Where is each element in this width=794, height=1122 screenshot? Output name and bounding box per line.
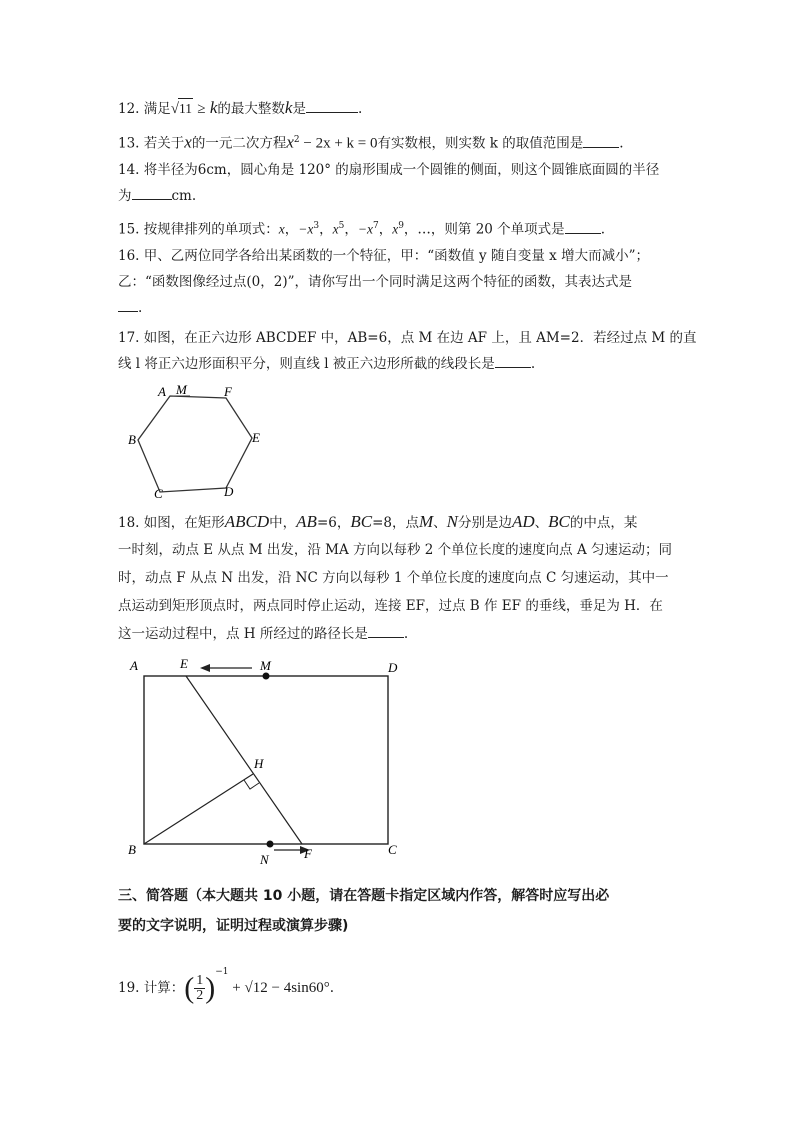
answer-blank	[565, 221, 601, 234]
section-3-heading-line2: 要的文字说明，证明过程或演算步骤)	[118, 918, 349, 934]
question-17-line2: 线 l 将正六边形面积平分，则直线 l 被正六边形所截的线段长是 .	[118, 356, 536, 372]
segment-ef	[186, 676, 302, 844]
label-A: A	[130, 658, 138, 673]
answer-blank	[118, 299, 138, 312]
question-18-line2: 一时刻，动点 E 从点 M 出发，沿 MA 方向以每秒 2 个单位长度的速度向点 A 匀速运动；同	[118, 542, 672, 558]
question-12: 12. 满足√11 ≥ k的最大整数k是 .	[118, 98, 363, 117]
label-D: D	[224, 484, 234, 499]
label-A: A	[158, 384, 166, 399]
question-18-line3: 时，动点 F 从点 N 出发，沿 NC 方向以每秒 1 个单位长度的速度向点 C 匀速运动，其中一	[118, 570, 669, 586]
point-n	[267, 841, 274, 848]
label-F: F	[224, 384, 232, 399]
rectangle-figure	[120, 650, 420, 870]
label-B: B	[128, 432, 136, 447]
answer-blank	[495, 355, 531, 368]
right-angle-mark	[244, 780, 259, 789]
question-13: 13. 若关于x的一元二次方程$x^2 - 2x + k = 0$有实数根，则实数 k 的取值范围是 .	[118, 132, 624, 152]
label-C: C	[154, 486, 163, 501]
answer-blank	[583, 135, 619, 148]
answer-blank	[306, 100, 358, 113]
answer-blank	[132, 187, 172, 200]
point-m	[263, 673, 270, 680]
label-C: C	[388, 842, 397, 857]
hexagon-shape	[138, 396, 252, 492]
answer-blank	[368, 625, 404, 638]
label-M: M	[176, 382, 187, 397]
question-17-line1: 17. 如图，在正六边形 ABCDEF 中，AB=6，点 M 在边 AF 上，且 AM=2．若经过点 M 的直	[118, 330, 697, 346]
question-14-line2: 为 cm.	[118, 188, 197, 204]
label-F: F	[304, 846, 312, 861]
question-19: 19. 计算：( $\frac{1}{2}$ )$^{-1}$ + √12 − 4sin60°.	[118, 967, 334, 1005]
label-E: E	[252, 430, 260, 445]
label-B: B	[128, 842, 136, 857]
section-3-heading-line1: 三、简答题（本大题共 10 小题，请在答题卡指定区域内作答，解答时应写出必	[118, 888, 610, 904]
question-16-line3: .	[118, 298, 142, 318]
question-18-line4: 点运动到矩形顶点时，两点同时停止运动，连接 EF，过点 B 作 EF 的垂线，垂足为 H．在	[118, 598, 663, 614]
arrow-e-head	[200, 664, 210, 672]
hexagon-figure	[118, 382, 268, 502]
label-E: E	[180, 656, 188, 671]
rectangle-abcd	[144, 676, 388, 844]
question-16-line2: 乙：“函数图像经过点(0，2)”，请你写出一个同时满足这两个特征的函数，其表达式是	[118, 274, 633, 290]
label-H: H	[254, 756, 264, 771]
label-N: N	[260, 852, 269, 867]
label-M: M	[260, 658, 271, 673]
question-15: 15. 按规律排列的单项式：x，$-x^3$，$x^5$，$-x^7$，$x^9$，…，则第 20 个单项式是 .	[118, 221, 605, 238]
question-16-line1: 16. 甲、乙两位同学各给出某函数的一个特征，甲：“函数值 y 随自变量 x 增大而减小”；	[118, 248, 649, 264]
question-14-line1: 14. 将半径为6cm，圆心角是 120° 的扇形围成一个圆锥的侧面，则这个圆锥底面圆的半径	[118, 162, 660, 178]
fraction: $\frac{1}{2}$	[196, 973, 204, 1003]
question-18-line5: 这一运动过程中，点 H 所经过的路径长是 .	[118, 626, 409, 642]
segment-bh	[144, 774, 253, 844]
label-D: D	[388, 660, 398, 675]
question-18-line1: 18. 如图，在矩形ABCD中，AB=6，BC=8，点M、N分别是边AD、BC的中点，某	[118, 512, 638, 531]
